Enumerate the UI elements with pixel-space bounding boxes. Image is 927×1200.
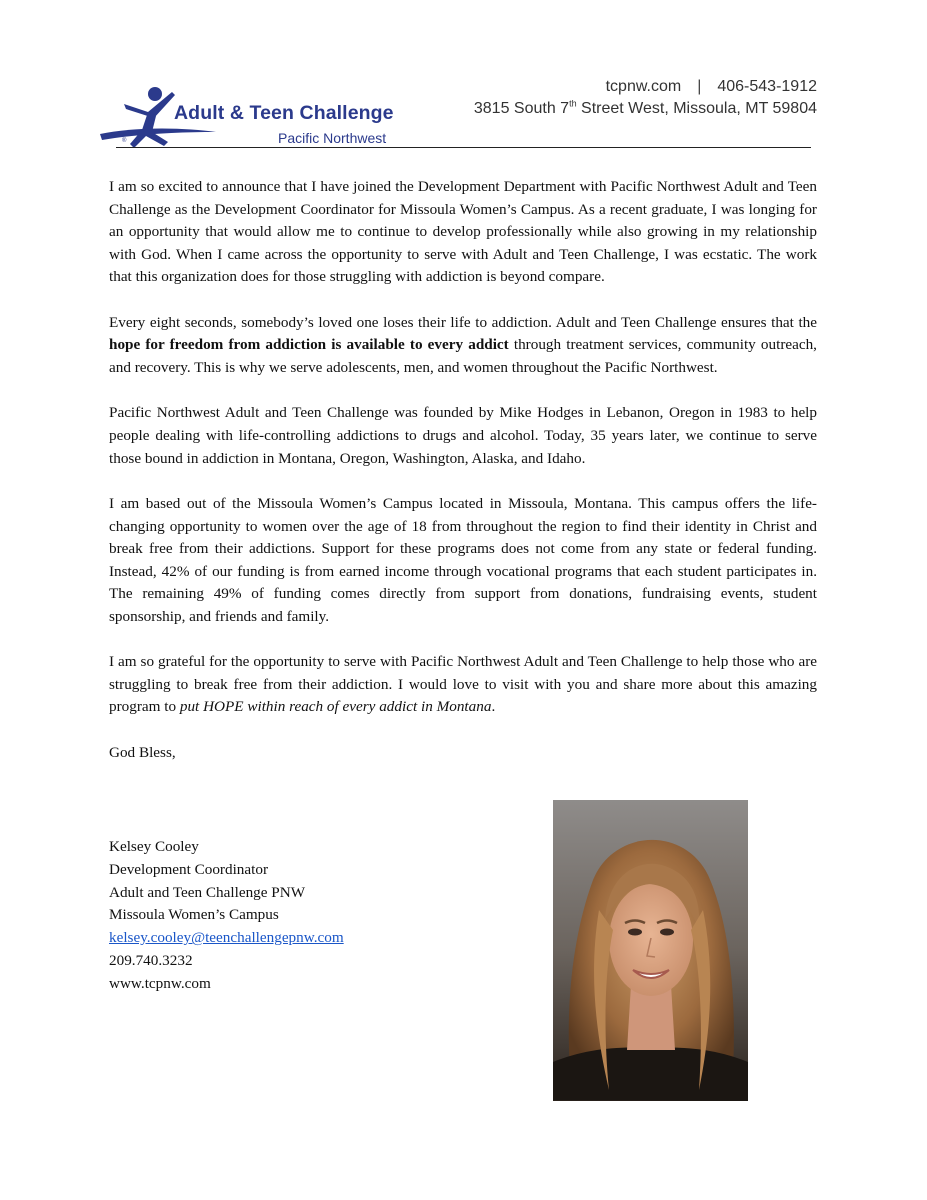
header-website[interactable]: tcpnw.com: [605, 78, 682, 95]
address-prefix: 3815 South 7: [473, 100, 570, 117]
address-suffix: Street West, Missoula, MT 59804: [576, 100, 817, 117]
signature-block: [109, 836, 344, 996]
headshot-photo: [553, 800, 748, 1101]
paragraph-4: I am based out of the Missoula Women’s Campus located in Missoula, Montana. This campus offers the life-changing opportunity to women over the age of 18 from throughout the region to find their identity in Christ and break free from their addictions. Support for these programs does not come from any state or federal funding. Instead, 42% of our funding is from earned income through vocational programs that each student participates in. The remaining 49% of funding comes directly from support from donations, fundraising events, student sponsorship, and friends and family.: [109, 494, 817, 625]
portrait-image: [553, 800, 748, 1101]
paragraph-5-italic: put HOPE within reach of every addict in Montana: [179, 698, 492, 716]
signer-phone: 209.740.3232: [109, 951, 193, 969]
paragraph-5-text: I am so grateful for the opportunity to serve with Pacific Northwest Adult and Teen Challenge to help those who are struggling to break free from their addiction. I would love to visit with you and share more about this amazing program to: [109, 653, 817, 716]
address-superscript: th: [569, 98, 577, 109]
paragraph-2-bold: hope for freedom from addiction is available to every addict: [109, 336, 509, 354]
header-phone[interactable]: 406-543-1912: [717, 78, 817, 95]
contact-line-1: [474, 76, 817, 98]
signer-campus: Missoula Women’s Campus: [109, 906, 279, 924]
signer-name: Kelsey Cooley: [109, 838, 199, 855]
paragraph-2: [109, 312, 817, 380]
letterhead-contact: [474, 76, 817, 120]
signer-organization: Adult and Teen Challenge PNW: [109, 883, 306, 901]
signer-website[interactable]: www.tcpnw.com: [109, 974, 211, 992]
svg-text:®: ®: [122, 138, 127, 144]
paragraph-5-text-end: .: [491, 698, 496, 716]
paragraph-3: Pacific Northwest Adult and Teen Challenge was founded by Mike Hodges in Lebanon, Oregon in 1983 to help people dealing with life-controlling addictions to drugs and alcohol. Today, 35 years later, we continue to serve those bound in addiction in Montana, Oregon, Washington, Alaska, and Idaho.: [109, 404, 817, 467]
logo-name: Adult & Teen Challenge: [174, 102, 394, 124]
signer-title: Development Coordinator: [109, 860, 269, 878]
paragraph-5: [109, 651, 817, 719]
paragraph-1: I am so excited to announce that I have joined the Development Department with Pacific Northwest Adult and Teen Challenge as the Development Coordinator for Missoula Women’s Campus. As a recent graduate, I was longing for an opportunity that would allow me to continue to develop professionally while also growing in my relationship with God. When I came across the opportunity to serve with Adult and Teen Challenge, I was ecstatic. The work that this organization does for those struggling with addiction is beyond compare.: [109, 178, 817, 286]
header-separator: |: [697, 78, 702, 95]
paragraph-2-text-end: through treatment services, community outreach, and recovery. This is why we serve adolescents, men, and women throughout the Pacific Northwest.: [109, 336, 817, 376]
letter-body: [109, 176, 817, 787]
header-divider: [116, 147, 811, 148]
signer-email-link[interactable]: kelsey.cooley@teenchallengepnw.com: [109, 929, 344, 947]
header-address: [474, 98, 817, 120]
logo-region: Pacific Northwest: [278, 130, 387, 146]
closing: God Bless,: [109, 743, 176, 761]
paragraph-2-text: Every eight seconds, somebody’s loved one loses their life to addiction. Adult and Teen Challenge ensures that the: [109, 313, 817, 331]
